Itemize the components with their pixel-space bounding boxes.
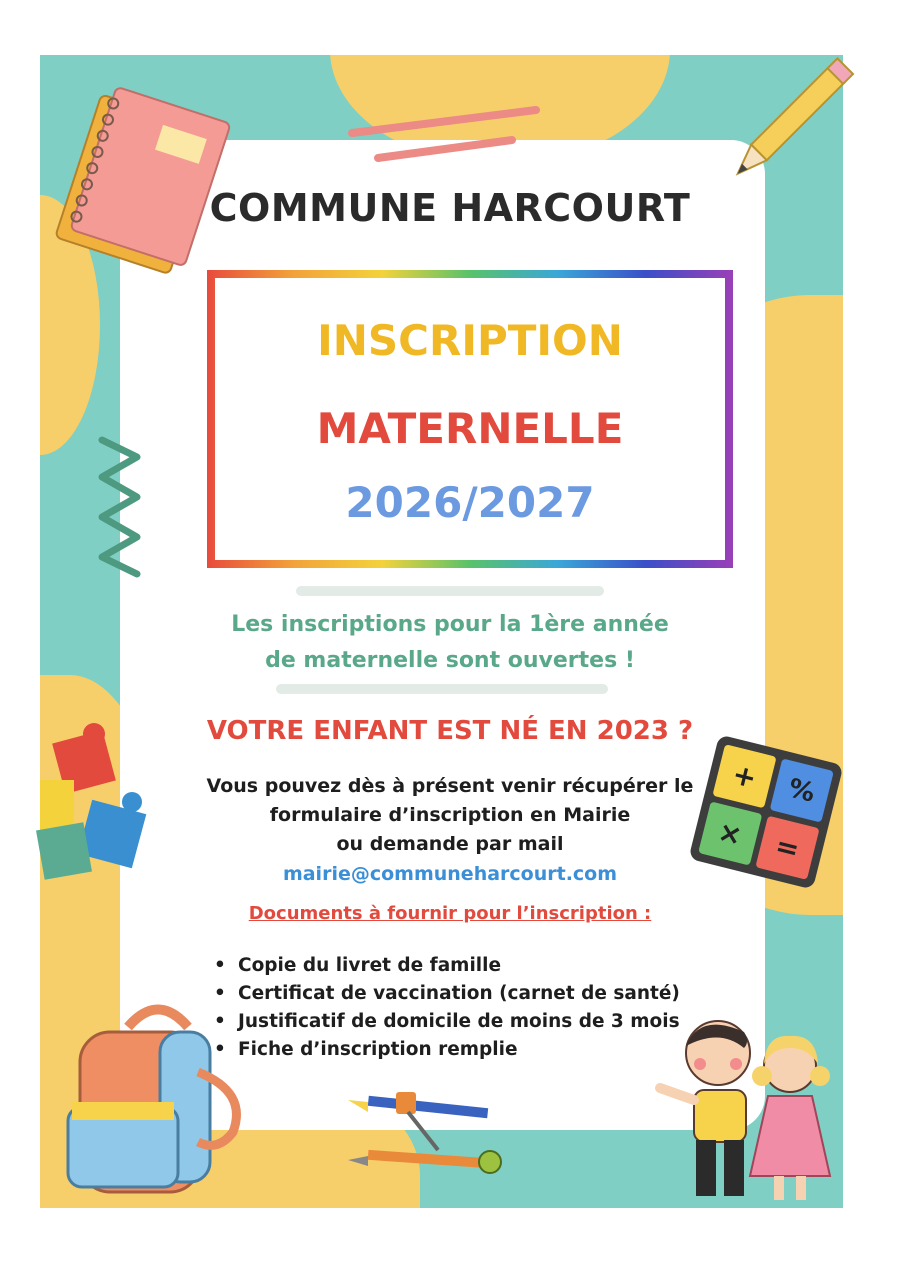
zigzag-decoration — [92, 432, 152, 582]
rainbow-banner — [207, 270, 733, 568]
calculator-key-times: × — [698, 801, 762, 865]
list-item — [214, 952, 680, 980]
calculator-key-equals: = — [755, 816, 819, 880]
bullet-icon: • — [214, 1039, 226, 1060]
documents-heading: Documents à fournir pour l’inscription : — [248, 903, 652, 924]
bullet-icon: • — [214, 955, 226, 976]
notebook-icon — [40, 70, 240, 280]
banner-inner — [215, 278, 725, 560]
banner-year: 2026/2027 — [345, 478, 595, 527]
compass-icon — [348, 1090, 548, 1190]
list-item — [214, 980, 680, 1008]
email-link[interactable]: mairie@communeharcourt.com — [282, 863, 618, 885]
announcement-line-2: de maternelle sont ouvertes ! — [265, 648, 635, 673]
instructions-line-1: Vous pouvez dès à présent venir récupérer le — [206, 775, 694, 797]
instructions-line-3: ou demande par mail — [336, 833, 564, 855]
list-item — [214, 1008, 680, 1036]
commune-title: COMMUNE HARCOURT — [209, 186, 691, 230]
bullet-icon: • — [214, 1011, 226, 1032]
banner-maternelle: MATERNELLE — [316, 404, 624, 453]
birth-year-question: VOTRE ENFANT EST NÉ EN 2023 ? — [206, 716, 694, 746]
banner-inscription: INSCRIPTION — [317, 316, 623, 365]
instructions-line-2: formulaire d’inscription en Mairie — [269, 804, 631, 826]
document-item-3: Justificatif de domicile de moins de 3 mois — [238, 1011, 680, 1032]
document-item-1: Copie du livret de famille — [238, 955, 502, 976]
documents-list — [214, 952, 680, 1064]
calculator-key-plus: + — [712, 744, 776, 808]
list-item — [214, 1036, 680, 1064]
pencil-icon — [718, 62, 848, 192]
brush-stroke-top — [296, 586, 604, 596]
document-item-2: Certificat de vaccination (carnet de santé) — [238, 983, 680, 1004]
announcement-line-1: Les inscriptions pour la 1ère année — [231, 612, 669, 637]
brush-stroke-bottom — [276, 684, 608, 694]
document-item-4: Fiche d’inscription remplie — [238, 1039, 518, 1060]
calculator-key-percent: % — [770, 758, 834, 822]
bullet-icon: • — [214, 983, 226, 1004]
